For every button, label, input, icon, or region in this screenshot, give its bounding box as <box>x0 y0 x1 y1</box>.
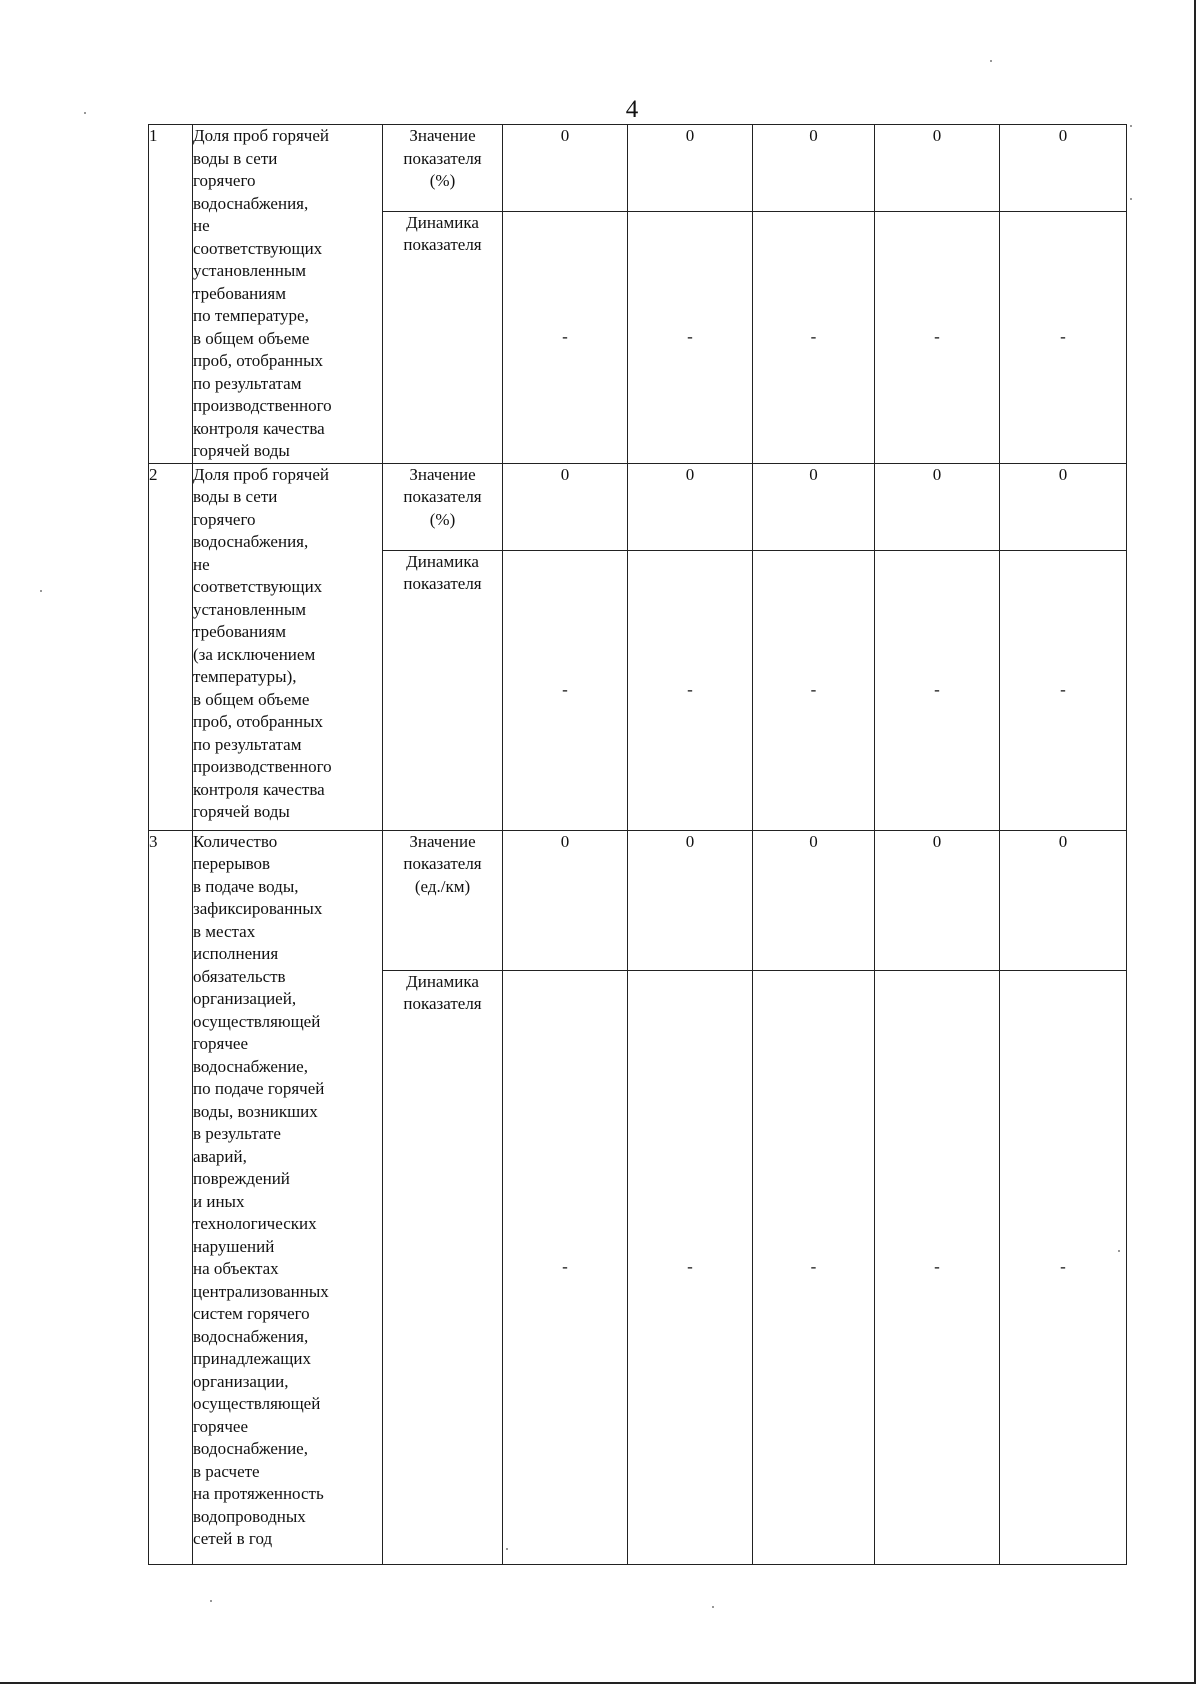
indicator-name-line: перерывов <box>193 854 271 873</box>
indicator-name-line: Количество <box>193 831 278 851</box>
dynamics-value: - <box>503 550 628 830</box>
indicator-name-line: контроля качества <box>193 418 325 438</box>
indicator-name-line: горячего <box>193 171 256 190</box>
indicator-name-line: проб, отобранных <box>193 712 324 731</box>
indicator-name-line: на протяженность <box>193 1484 324 1503</box>
page-frame-bottom <box>0 1682 1196 1684</box>
dynamics-value: - <box>875 550 1000 830</box>
indicator-name-line: горячей воды <box>193 441 290 460</box>
indicator-name-line: исполнения <box>193 944 279 963</box>
scan-speck <box>1130 125 1132 127</box>
indicator-name-line: воды, возникших <box>193 1101 318 1121</box>
dynamics-value: - <box>503 970 628 1564</box>
value-label-line: Значение <box>409 126 476 145</box>
indicator-name-line: систем горячего <box>193 1304 310 1323</box>
indicator-name-line: производственного <box>193 396 332 415</box>
table-row <box>149 830 1127 970</box>
indicator-name-line: проб, отобранных <box>193 351 324 370</box>
indicator-name-line: в общем объеме <box>193 328 310 348</box>
indicator-name-line: водоснабжение, <box>193 1439 308 1458</box>
indicator-name-line: в местах <box>193 921 256 941</box>
indicator-value: 0 <box>1000 125 1127 212</box>
indicator-name-line: водоснабжения, <box>193 193 309 213</box>
value-label-line: Значение <box>409 831 476 851</box>
dynamics-label-line: показателя <box>403 235 482 255</box>
indicator-name <box>193 125 383 464</box>
indicator-value: 0 <box>875 125 1000 212</box>
indicator-name-line: на объектах <box>193 1259 279 1278</box>
indicator-value: 0 <box>503 463 628 550</box>
indicators-table <box>148 124 1127 1565</box>
indicator-name-line: по результатам <box>193 734 302 754</box>
dynamics-value: - <box>628 550 753 830</box>
value-label-line: (%) <box>429 509 456 529</box>
indicator-name-line: воды в сети <box>193 148 278 168</box>
indicator-name-line: по подаче горячей <box>193 1079 325 1098</box>
indicator-name-line: не <box>193 554 210 574</box>
indicator-name-line: организацией, <box>193 989 297 1008</box>
indicator-name-line: установленным <box>193 261 307 280</box>
page-frame-right <box>1194 0 1196 1682</box>
indicator-value: 0 <box>753 830 875 970</box>
indicator-name-line: горячее <box>193 1034 249 1053</box>
indicator-value: 0 <box>1000 463 1127 550</box>
dynamics-value: - <box>1000 211 1127 463</box>
dynamics-value: - <box>628 211 753 463</box>
indicator-name-line: в общем объеме <box>193 689 310 709</box>
indicator-name-line: требованиям <box>193 622 286 641</box>
value-label-line: показателя <box>403 487 482 506</box>
scan-speck <box>506 1548 508 1550</box>
indicator-value: 0 <box>628 463 753 550</box>
dynamics-label-line: показателя <box>403 574 482 593</box>
indicator-name-line: водоснабжения, <box>193 532 309 551</box>
indicator-name-line: Доля проб горячей <box>193 464 329 484</box>
value-label <box>383 463 503 550</box>
indicator-name-line: водопроводных <box>193 1506 306 1526</box>
value-label-line: показателя <box>403 854 482 873</box>
dynamics-value: - <box>753 211 875 463</box>
value-label-line: (%) <box>429 171 456 190</box>
indicator-name-line: в результате <box>193 1124 281 1143</box>
indicator-name-line: контроля качества <box>193 779 325 799</box>
dynamics-label <box>383 550 503 830</box>
scan-speck <box>1130 198 1132 200</box>
indicator-name-line: в расчете <box>193 1461 260 1481</box>
row-number: 3 <box>149 830 193 1564</box>
indicator-name-line: водоснабжения, <box>193 1326 309 1346</box>
indicator-name-line: повреждений <box>193 1169 290 1188</box>
value-label <box>383 830 503 970</box>
indicator-name-line: установленным <box>193 599 307 619</box>
indicator-value: 0 <box>753 463 875 550</box>
indicator-name-line: зафиксированных <box>193 899 323 918</box>
scan-speck <box>210 1600 212 1602</box>
indicator-name-line: в подаче воды, <box>193 876 299 896</box>
value-label <box>383 125 503 212</box>
indicator-name-line: Доля проб горячей <box>193 126 329 145</box>
scan-speck <box>40 590 42 592</box>
indicator-name-line: температуры), <box>193 667 297 686</box>
value-label-line: показателя <box>403 148 482 168</box>
dynamics-value: - <box>875 211 1000 463</box>
scan-speck <box>990 60 992 62</box>
dynamics-value: - <box>753 970 875 1564</box>
indicator-name-line: осуществляющей <box>193 1394 321 1413</box>
indicator-name-line: горячее <box>193 1416 249 1436</box>
indicator-value: 0 <box>503 125 628 212</box>
indicator-name-line: принадлежащих <box>193 1349 311 1368</box>
indicator-name-line: соответствующих <box>193 238 323 258</box>
indicator-value: 0 <box>628 830 753 970</box>
indicator-name-line: воды в сети <box>193 487 278 506</box>
indicator-value: 0 <box>1000 830 1127 970</box>
table-row <box>149 125 1127 212</box>
indicator-name-line: соответствующих <box>193 577 323 596</box>
dynamics-value: - <box>753 550 875 830</box>
dynamics-value: - <box>628 970 753 1564</box>
indicator-name-line: требованиям <box>193 283 286 303</box>
indicator-name-line: организации, <box>193 1371 289 1391</box>
indicator-name <box>193 463 383 830</box>
indicator-name-line: производственного <box>193 757 332 776</box>
indicator-name-line: горячего <box>193 509 256 529</box>
indicator-name-line: осуществляющей <box>193 1011 321 1031</box>
page-number: 4 <box>625 96 639 123</box>
indicator-name-line: и иных <box>193 1191 245 1211</box>
indicator-name <box>193 830 383 1564</box>
indicator-name-line: не <box>193 216 210 235</box>
indicator-value: 0 <box>503 830 628 970</box>
scan-speck <box>84 112 86 114</box>
indicator-name-line: по результатам <box>193 373 302 393</box>
dynamics-label-line: Динамика <box>406 212 479 232</box>
dynamics-label <box>383 211 503 463</box>
indicator-name-line: водоснабжение, <box>193 1056 308 1076</box>
dynamics-label-line: Динамика <box>406 551 479 571</box>
indicator-name-line: по температуре, <box>193 306 309 325</box>
indicator-name-line: обязательств <box>193 966 286 986</box>
scan-speck <box>1118 1250 1120 1252</box>
indicator-name-line: централизованных <box>193 1281 329 1301</box>
indicator-name-line: горячей воды <box>193 802 290 821</box>
indicator-value: 0 <box>875 463 1000 550</box>
indicator-value: 0 <box>628 125 753 212</box>
table-row <box>149 463 1127 550</box>
dynamics-label-line: показателя <box>403 994 482 1013</box>
dynamics-label-line: Динамика <box>406 971 479 991</box>
scan-speck <box>712 1606 714 1608</box>
row-number: 2 <box>149 463 193 830</box>
dynamics-value: - <box>1000 550 1127 830</box>
indicator-name-line: технологических <box>193 1214 317 1233</box>
dynamics-value: - <box>1000 970 1127 1564</box>
indicator-value: 0 <box>753 125 875 212</box>
indicator-name-line: аварий, <box>193 1146 247 1166</box>
indicator-name-line: нарушений <box>193 1236 275 1256</box>
row-number: 1 <box>149 125 193 464</box>
dynamics-value: - <box>503 211 628 463</box>
value-label-line: Значение <box>409 464 476 484</box>
indicator-name-line: сетей в год <box>193 1529 273 1548</box>
dynamics-label <box>383 970 503 1564</box>
indicator-value: 0 <box>875 830 1000 970</box>
indicator-name-line: (за исключением <box>193 644 316 664</box>
dynamics-value: - <box>875 970 1000 1564</box>
value-label-line: (ед./км) <box>414 876 471 896</box>
